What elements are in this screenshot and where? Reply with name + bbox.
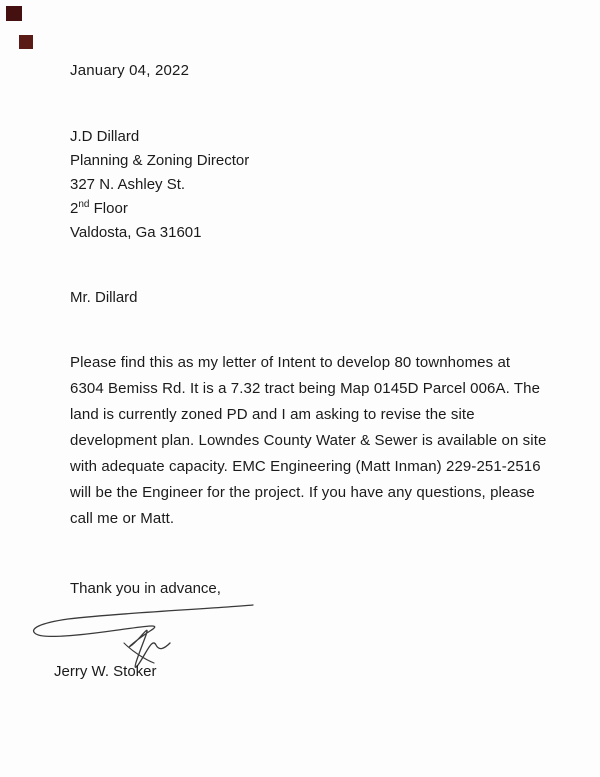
scan-artifact-mark bbox=[6, 6, 22, 21]
recipient-address-block bbox=[70, 125, 550, 245]
signature-area bbox=[28, 599, 550, 691]
letter-content bbox=[54, 62, 550, 691]
salutation: Mr. Dillard bbox=[70, 289, 138, 306]
floor-ordinal-suffix: nd bbox=[78, 199, 90, 210]
recipient-city: Valdosta, Ga 31601 bbox=[70, 224, 202, 241]
floor-label: Floor bbox=[89, 200, 128, 217]
letter-date: January 04, 2022 bbox=[70, 62, 190, 79]
closing-line: Thank you in advance, bbox=[70, 580, 221, 597]
signer-name: Jerry W. Stoker bbox=[54, 663, 157, 680]
recipient-street: 327 N. Ashley St. bbox=[70, 176, 186, 193]
recipient-floor bbox=[70, 197, 550, 221]
recipient-title: Planning & Zoning Director bbox=[70, 152, 250, 169]
scan-artifact-mark bbox=[19, 35, 33, 49]
recipient-name: J.D Dillard bbox=[70, 128, 140, 145]
floor-number: 2 bbox=[70, 200, 79, 217]
letter-body: Please find this as my letter of Intent to develop 80 townhomes at 6304 Bemiss Rd. It is a 7.32 tract being Map 0145D Parcel 006A. The land is currently zoned PD and I am asking to revise the site development plan. Lowndes County Water & Sewer is available on site with adequate capacity. EMC Engineering (Matt Inman) 229-251-2516 will be the Engineer for the project. If you have any questions, please call me or Matt. bbox=[70, 354, 547, 527]
